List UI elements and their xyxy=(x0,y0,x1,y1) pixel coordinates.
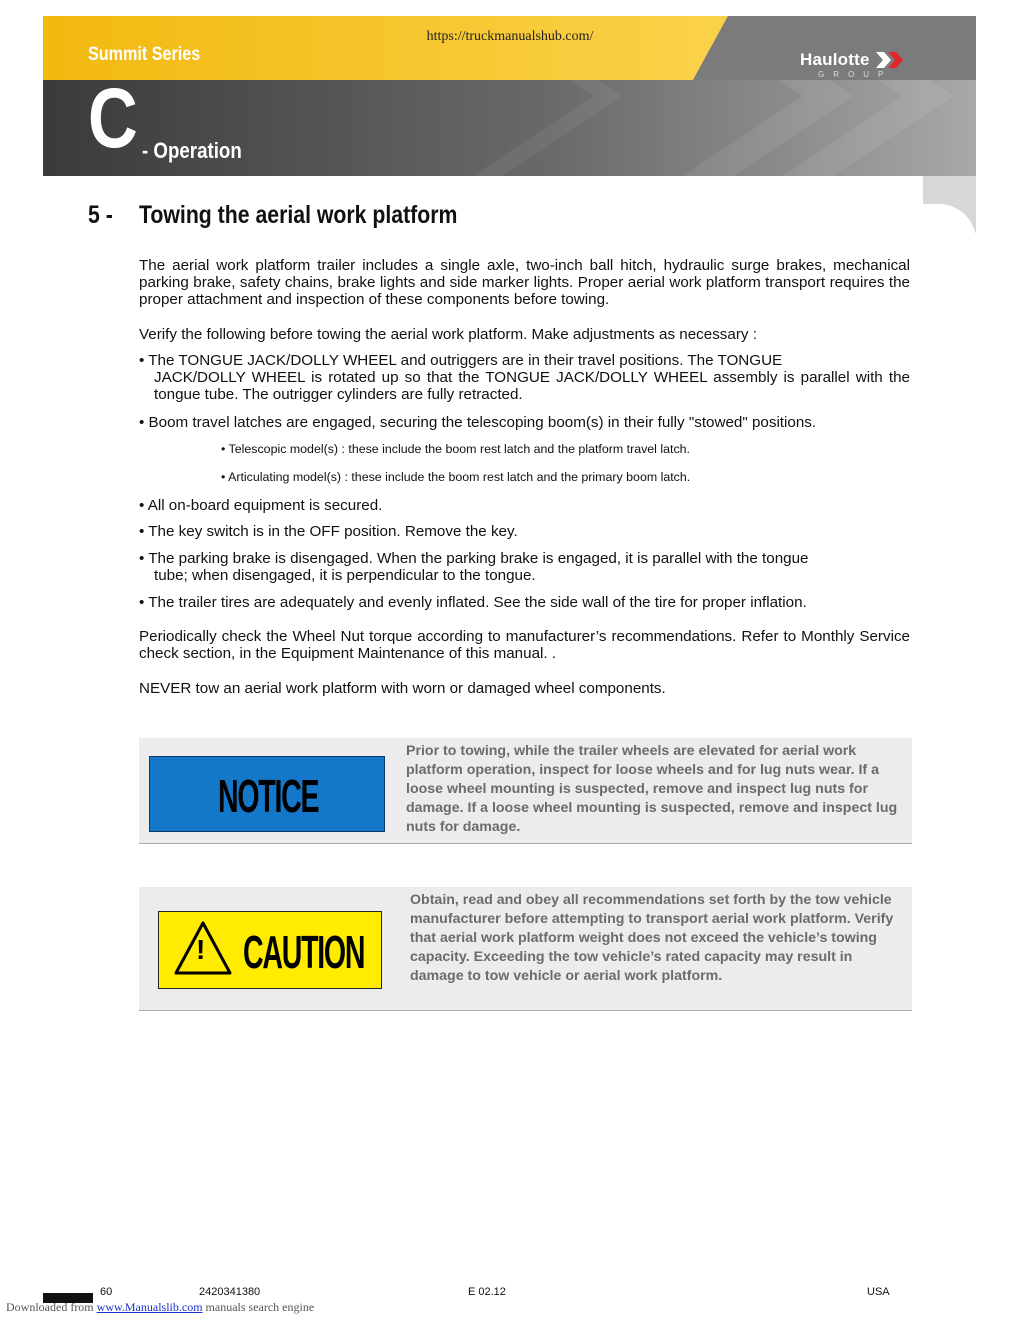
caution-sign xyxy=(158,911,382,989)
bullet-tongue-jack xyxy=(139,352,910,403)
region: USA xyxy=(867,1286,890,1298)
sub-bullet-articulating: • Articulating model(s) : these include the boom rest latch and the primary boom latch. xyxy=(221,470,691,484)
edition: E 02.12 xyxy=(468,1286,506,1298)
intro-paragraph: The aerial work platform trailer includes a single axle, two-inch ball hitch, hydraulic surge brakes, mechanical parking brake, safety chains, brake lights and side marker lights. Proper aerial work platform transport requires the proper attachment and inspection of these components before towing. xyxy=(139,257,910,308)
caution-exclamation: ! xyxy=(196,934,206,965)
download-prefix: Downloaded from xyxy=(6,1300,94,1314)
notice-label: NOTICE xyxy=(218,770,319,822)
bullet-tires: • The trailer tires are adequately and evenly inflated. See the side wall of the tire for proper inflation. xyxy=(139,594,807,611)
caution-label: CAUTION xyxy=(243,926,365,978)
chevron-logo-icon xyxy=(876,52,906,68)
notice-text: Prior to towing, while the trailer wheels are elevated for aerial work platform operation, inspect for loose wheels and for lug nuts wear. If a loose wheel mounting is suspected, remove and inspect lug nuts for damage. If a loose wheel mounting is suspected, remove and inspect lug nuts for damage. xyxy=(406,743,898,835)
verify-paragraph: Verify the following before towing the aerial work platform. Make adjustments as necessary : xyxy=(139,326,757,343)
bullet-tongue-jack-rest: JACK/DOLLY WHEEL is rotated up so that the TONGUE JACK/DOLLY WHEEL assembly is parallel with the tongue tube. The outrigger cylinders are fully retracted. xyxy=(154,369,910,403)
periodic-paragraph: Periodically check the Wheel Nut torque according to manufacturer’s recommendations. Refer to Monthly Service check section, in the Equipment Maintenance of this manual. . xyxy=(139,628,910,662)
series-title: Summit Series xyxy=(88,44,201,65)
page-number: 60 xyxy=(100,1286,113,1298)
bullet-boom-latches: • Boom travel latches are engaged, securing the telescoping boom(s) in their fully "stowed" positions. xyxy=(139,414,817,431)
never-paragraph: NEVER tow an aerial work platform with worn or damaged wheel components. xyxy=(139,680,666,697)
sub-bullet-telescopic: • Telescopic model(s) : these include the boom rest latch and the platform travel latch. xyxy=(221,442,690,456)
haulotte-logo xyxy=(800,50,893,79)
document-number: 2420341380 xyxy=(199,1286,261,1298)
chapter-letter: C xyxy=(88,71,138,165)
bullet-key-switch: • The key switch is in the OFF position. Remove the key. xyxy=(139,523,518,540)
source-url[interactable]: https://truckmanualshub.com/ xyxy=(426,29,594,44)
bullet-onboard-equipment: • All on-board equipment is secured. xyxy=(139,497,383,514)
bullet-tongue-jack-line1: • The TONGUE JACK/DOLLY WHEEL and outriggers are in their travel positions. The TONGUE xyxy=(139,352,783,369)
bullet-parking-brake-line1: • The parking brake is disengaged. When the parking brake is engaged, it is parallel with the tongue xyxy=(139,550,809,567)
caution-text: Obtain, read and obey all recommendations set forth by the tow vehicle manufacturer before attempting to transport aerial work platform. Verify that aerial work platform weight does not exceed the vehicle’s towing capacity. Exceeding the tow vehicle’s rated capacity may result in damage to tow vehicle or aerial work platform. xyxy=(410,892,894,984)
download-attribution xyxy=(6,1300,314,1315)
caution-box xyxy=(139,887,912,1011)
brand-group: GROUP xyxy=(818,70,893,79)
download-suffix: manuals search engine xyxy=(205,1300,315,1314)
chapter-title: - Operation xyxy=(142,138,242,163)
bullet-parking-brake xyxy=(139,550,910,584)
bullet-parking-brake-rest: tube; when disengaged, it is perpendicular to the tongue. xyxy=(154,567,536,584)
section-title: Towing the aerial work platform xyxy=(139,201,458,229)
notice-box xyxy=(139,738,912,844)
brand-name: Haulotte xyxy=(800,50,870,69)
notice-sign xyxy=(149,756,385,832)
section-number: 5 - xyxy=(88,201,113,229)
manualslib-link[interactable]: www.Manualslib.com xyxy=(96,1300,203,1314)
